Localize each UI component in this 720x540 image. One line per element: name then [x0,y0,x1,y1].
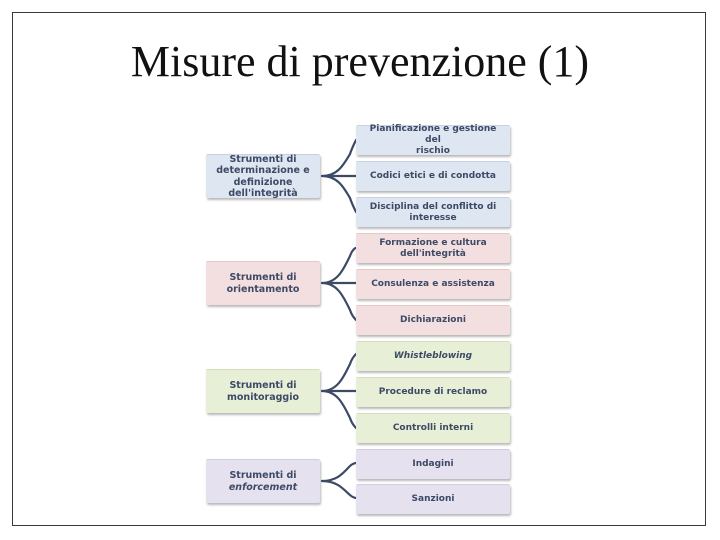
item-line: Formazione e cultura [379,237,487,248]
connector-group-3 [322,354,356,428]
item-formazione [356,233,510,263]
item-sanzioni [356,484,510,514]
slide-title: Misure di prevenzione (1) [130,37,590,86]
item-line: Pianificazione e gestione del [369,124,497,146]
category-line: monitoraggio [227,391,299,403]
item-line: Codici etici e di condotta [369,171,497,182]
item-dichiarazioni [356,305,510,335]
category-orientamento [206,261,320,305]
item-line: Indagini [412,459,454,470]
item-conflitto-interesse [356,197,510,227]
item-line: rischio [416,145,450,156]
category-enforcement [206,459,320,503]
item-line: Controlli interni [392,423,474,434]
category-monitoraggio [206,369,320,413]
category-line: Strumenti di [229,380,297,392]
item-line: Consulenza e assistenza [371,279,495,290]
item-line: dell'integrità [400,248,466,259]
category-line: Strumenti di [229,470,297,482]
item-line: Sanzioni [411,494,455,505]
item-codici-etici [356,161,510,191]
item-whistleblowing [356,341,510,371]
item-line: interesse [409,212,457,223]
category-determinazione [206,154,320,198]
item-procedure-reclamo [356,377,510,407]
item-line: Procedure di reclamo [378,387,488,398]
item-consulenza [356,269,510,299]
category-line: definizione dell'integrità [228,176,298,199]
category-line: orientamento [226,283,300,295]
category-line: determinazione e [216,165,310,177]
connector-group-2 [322,248,356,320]
item-controlli-interni [356,413,510,443]
item-line: Disciplina del conflitto di [369,201,497,212]
item-indagini [356,449,510,479]
item-line: Dichiarazioni [400,315,466,326]
category-line: enforcement [228,481,298,493]
connector-group-1 [322,140,356,212]
item-pianificazione [356,125,510,155]
category-line: Strumenti di [229,153,297,165]
category-line: Strumenti di [229,272,297,284]
item-line: Whistleblowing [393,351,473,362]
connector-group-4 [322,463,356,498]
